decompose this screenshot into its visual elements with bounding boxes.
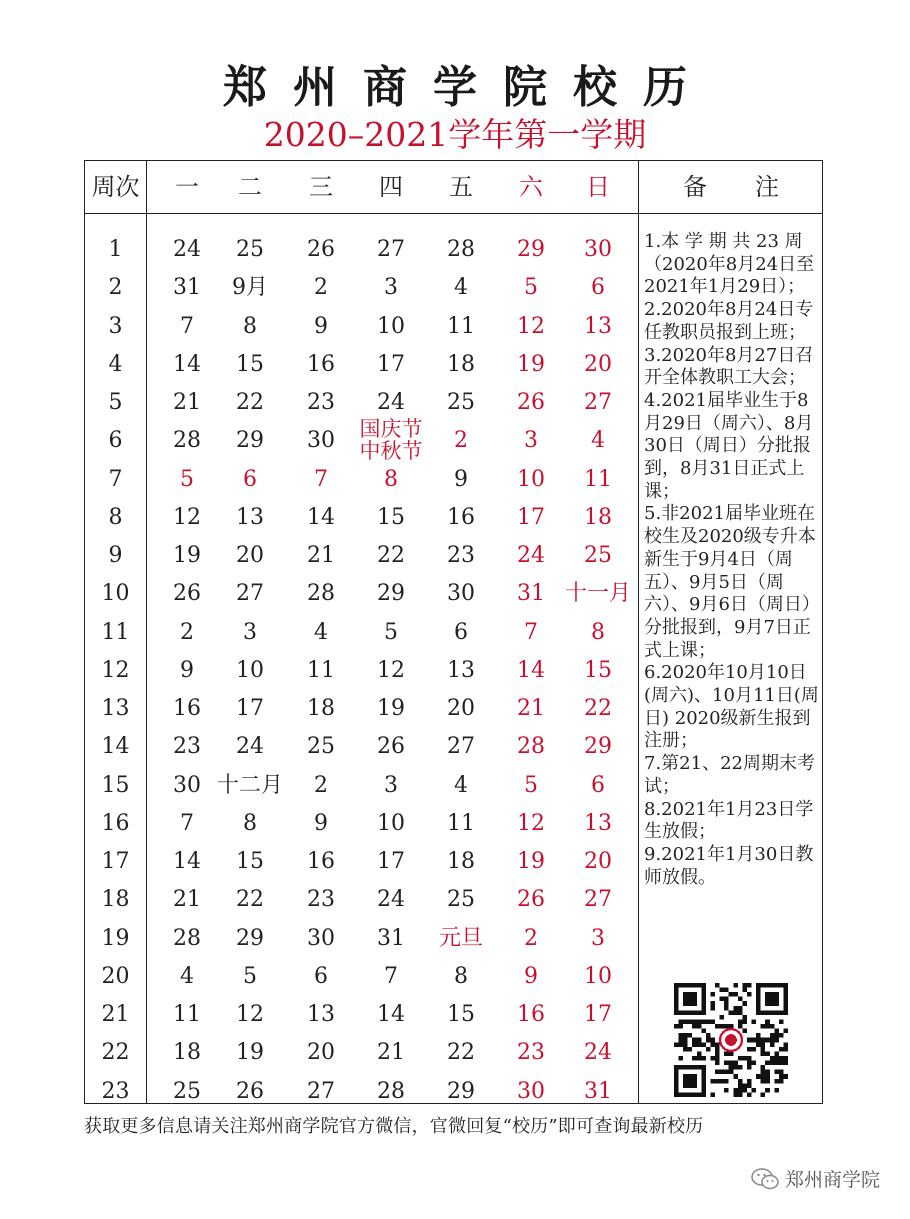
week-number: 4 [108,351,123,377]
day-cell: 27 [584,887,612,913]
week-number: 3 [108,313,123,339]
day-cell: 26 [307,237,335,262]
day-cell: 23 [517,1040,545,1066]
week-number: 8 [108,504,123,530]
day-cell: 26 [173,581,201,607]
day-cell: 5 [384,619,398,645]
day-cell: 21 [307,543,335,568]
note-item: 8.2021年1月23日学生放假； [644,798,814,843]
day-cell: 元旦 [438,925,483,951]
day-cell: 12 [236,1002,264,1027]
day-cell: 13 [584,313,612,339]
day-cell: 19 [517,849,545,874]
day-cell: 15 [377,504,405,530]
week-number: 2 [108,275,123,301]
day-cell: 23 [307,390,335,415]
note-item: 3.2020年8月27日召开全体教职工大会； [644,344,814,389]
day-cell: 9 [524,963,538,989]
day-cell: 24 [377,390,405,415]
header-day-7: 日 [586,173,610,201]
note-item: 7.第21、22周期末考试； [644,753,815,797]
day-cell: 30 [307,428,335,454]
day-cell: 16 [447,504,475,530]
day-cell: 8 [243,313,257,339]
day-cell: 12 [517,313,545,339]
table-row [85,269,638,307]
week-number: 20 [101,963,130,989]
day-cell: 11 [173,1002,201,1027]
header-day-3: 三 [309,173,333,201]
day-cell: 21 [377,1040,405,1066]
day-cell: 9月 [232,275,268,301]
day-cell: 18 [447,849,475,874]
day-cell: 22 [377,543,405,568]
week-number: 17 [101,849,130,874]
day-cell: 31 [377,925,405,951]
day-cell: 30 [584,237,612,262]
header-divider [85,213,822,214]
week-number: 13 [101,696,130,721]
day-cell: 5 [180,466,194,492]
day-cell: 6 [591,772,605,798]
day-cell: 11 [584,466,612,492]
day-cell: 20 [236,543,264,568]
day-cell: 26 [517,390,545,415]
day-cell: 14 [173,849,201,874]
day-cell: 28 [307,581,335,607]
day-cell: 8 [384,466,398,492]
day-cell: 3 [384,772,398,798]
brand-watermark [751,1165,880,1192]
day-cell: 18 [173,1040,201,1066]
day-cell: 21 [173,887,201,913]
calendar-title: 郑州商学院校历 [223,62,713,113]
week-number: 22 [101,1040,130,1066]
table-row [85,843,638,881]
day-cell: 3 [243,619,257,645]
column-divider [638,161,639,1103]
day-cell: 15 [236,351,264,377]
table-row [85,614,638,652]
day-cell: 10 [377,810,405,836]
day-cell: 29 [517,237,545,262]
table-row [85,958,638,996]
table-row [85,417,638,464]
day-cell: 十一月 [564,581,631,607]
day-cell: 20 [584,849,612,874]
day-cell: 10 [236,657,264,683]
day-cell: 30 [173,772,201,798]
day-cell: 27 [377,237,405,262]
day-cell: 14 [517,657,545,683]
day-cell: 24 [517,543,545,568]
table-row [85,805,638,843]
day-cell: 24 [584,1040,612,1066]
day-cell: 11 [307,657,335,683]
day-cell: 7 [524,619,538,645]
day-cell: 5 [524,275,538,301]
day-cell: 29 [236,925,264,951]
day-cell: 8 [454,963,468,989]
week-number: 12 [101,657,130,683]
day-cell: 4 [180,963,194,989]
day-cell: 31 [584,1078,612,1104]
week-number: 18 [101,887,130,913]
day-cell: 3 [524,428,538,454]
table-row [85,1073,638,1111]
day-cell: 18 [447,351,475,377]
day-cell: 2 [454,428,468,454]
day-cell: 10 [517,466,545,492]
day-cell: 5 [243,963,257,989]
day-cell: 17 [584,1002,612,1027]
footer-text: 获取更多信息请关注郑州商学院官方微信，官微回复“校历”即可查询最新校历 [84,1116,704,1137]
week-number: 15 [101,772,130,798]
day-cell: 16 [173,696,201,721]
header-day-2: 二 [238,173,262,201]
day-cell: 29 [236,428,264,454]
brand-name: 郑州商学院 [784,1169,880,1191]
day-cell: 5 [524,772,538,798]
day-cell: 20 [584,351,612,377]
day-cell: 4 [314,619,328,645]
day-cell: 6 [454,619,468,645]
semester-subtitle: 2020–2021学年第一学期 [263,115,647,154]
day-cell: 15 [236,849,264,874]
note-item: 5.非2021届毕业班在校生及2020级专升本新生于9月4日（周五）、9月5日（周六）、9月6日（周日）分批报到，9月7日正式上课； [644,503,820,661]
day-cell: 4 [591,428,605,454]
day-cell: 19 [173,543,201,568]
day-cell: 28 [517,734,545,760]
header-day-5: 五 [449,173,473,201]
day-cell: 17 [377,351,405,377]
header-day-4: 四 [379,173,403,201]
table-row [85,537,638,575]
day-cell: 14 [307,504,335,530]
day-cell: 7 [180,810,194,836]
day-cell: 12 [517,810,545,836]
day-cell: 11 [447,810,475,836]
day-cell: 22 [236,390,264,415]
week-number: 14 [101,734,130,760]
table-row [85,461,638,499]
table-row [85,996,638,1034]
table-row [85,881,638,919]
day-cell: 17 [517,504,545,530]
week-number: 6 [108,428,123,454]
day-cell: 9 [454,466,468,492]
day-cell: 12 [377,657,405,683]
table-row [85,308,638,346]
day-cell: 27 [447,734,475,760]
day-cell: 16 [307,849,335,874]
day-cell: 6 [243,466,257,492]
day-cell: 18 [584,504,612,530]
day-cell: 28 [447,237,475,262]
day-cell: 4 [454,275,468,301]
day-cell: 16 [307,351,335,377]
day-cell: 2 [524,925,538,951]
week-number: 11 [101,619,130,645]
day-cell: 16 [517,1002,545,1027]
day-cell: 13 [447,657,475,683]
day-cell: 9 [314,810,328,836]
day-cell: 30 [307,925,335,951]
table-row [85,499,638,537]
day-cell: 7 [314,466,328,492]
table-row [85,1034,638,1072]
day-cell: 25 [307,734,335,760]
day-cell: 28 [377,1078,405,1104]
day-cell: 13 [236,504,264,530]
day-cell: 28 [173,428,201,454]
day-cell: 国庆节 中秋节 [359,417,423,464]
day-cell: 25 [447,887,475,913]
day-cell: 6 [591,275,605,301]
week-number: 21 [101,1002,130,1027]
day-cell: 21 [517,696,545,721]
table-row [85,728,638,766]
note-item: 6.2020年10月10日(周六)、10月11日(周日) 2020级新生报到注册； [644,662,819,752]
note-item: 9.2021年1月30日教师放假。 [644,843,814,888]
table-row [85,767,638,805]
day-cell: 8 [591,619,605,645]
day-cell: 18 [307,696,335,721]
note-item: 2.2020年8月24日专任教职员报到上班； [644,299,814,343]
day-cell: 4 [454,772,468,798]
day-cell: 10 [377,313,405,339]
day-cell: 10 [584,963,612,989]
day-cell: 3 [384,275,398,301]
day-cell: 20 [307,1040,335,1066]
header-notes: 备 注 [683,173,779,201]
day-cell: 26 [517,887,545,913]
day-cell: 19 [517,351,545,377]
day-cell: 23 [173,734,201,760]
day-cell: 24 [377,887,405,913]
week-number: 19 [101,925,130,951]
day-cell: 9 [180,657,194,683]
day-cell: 27 [584,390,612,415]
week-number: 9 [108,543,123,568]
day-cell: 2 [314,772,328,798]
day-cell: 2 [314,275,328,301]
day-cell: 29 [584,734,612,760]
wechat-icon [751,1168,779,1190]
day-cell: 14 [377,1002,405,1027]
day-cell: 2 [180,619,194,645]
table-row [85,652,638,690]
day-cell: 23 [447,543,475,568]
day-cell: 29 [447,1078,475,1104]
week-number: 7 [108,466,123,492]
table-row [85,346,638,384]
day-cell: 30 [517,1078,545,1104]
day-cell: 14 [173,351,201,377]
day-cell: 29 [377,581,405,607]
day-cell: 12 [173,504,201,530]
day-cell: 26 [236,1078,264,1104]
day-cell: 十二月 [216,772,283,798]
day-cell: 27 [307,1078,335,1104]
header-week: 周次 [91,173,140,201]
day-cell: 17 [377,849,405,874]
day-cell: 23 [307,887,335,913]
note-item: 1.本 学 期 共 23 周（2020年8月24日至2021年1月29日）； [644,231,815,298]
day-cell: 31 [517,581,545,607]
day-cell: 8 [243,810,257,836]
week-number: 16 [101,810,130,836]
table-row [85,920,638,958]
day-cell: 13 [307,1002,335,1027]
day-cell: 27 [236,581,264,607]
day-cell: 13 [584,810,612,836]
table-row [85,575,638,613]
day-cell: 22 [584,696,612,721]
day-cell: 22 [447,1040,475,1066]
week-number: 5 [108,390,123,415]
day-cell: 11 [447,313,475,339]
notes-column [644,231,822,889]
header-day-6: 六 [519,173,543,201]
day-cell: 15 [447,1002,475,1027]
day-cell: 31 [173,275,201,301]
qr-code-icon [674,983,788,1097]
week-number: 1 [108,237,123,262]
day-cell: 20 [447,696,475,721]
day-cell: 25 [447,390,475,415]
day-cell: 9 [314,313,328,339]
day-cell: 24 [236,734,264,760]
day-cell: 25 [236,237,264,262]
day-cell: 3 [591,925,605,951]
day-cell: 21 [173,390,201,415]
header-day-1: 一 [175,173,199,201]
day-cell: 24 [173,237,201,262]
day-cell: 15 [584,657,612,683]
week-number: 10 [101,581,130,607]
day-cell: 30 [447,581,475,607]
day-cell: 19 [377,696,405,721]
day-cell: 28 [173,925,201,951]
day-cell: 19 [236,1040,264,1066]
day-cell: 25 [173,1078,201,1104]
calendar-table [84,160,823,1104]
week-number: 23 [101,1078,130,1104]
day-cell: 22 [236,887,264,913]
note-item: 4.2021届毕业生于8月29日（周六）、8月30日（周日）分批报到，8月31日正式上课； [644,389,814,502]
day-cell: 25 [584,543,612,568]
day-cell: 6 [314,963,328,989]
day-cell: 7 [180,313,194,339]
day-cell: 26 [377,734,405,760]
table-row [85,231,638,269]
table-row [85,690,638,728]
day-cell: 17 [236,696,264,721]
day-cell: 7 [384,963,398,989]
